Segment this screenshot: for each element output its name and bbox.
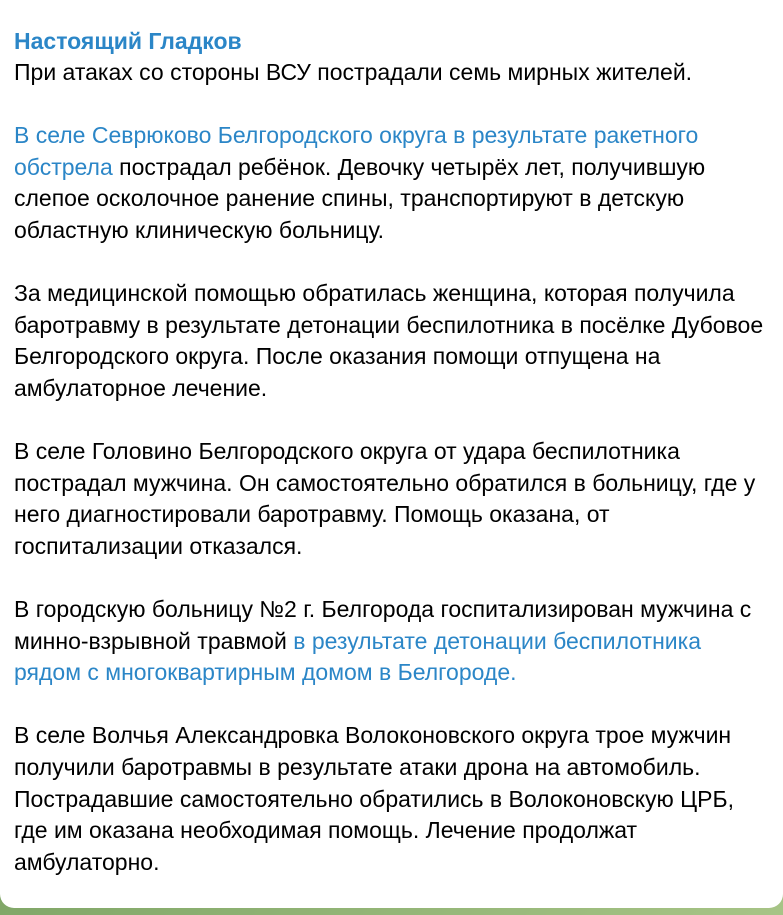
link-belgorod-drone[interactable]: в результате детонации беспилотника рядом с многоквартирным домом в Белгороде. [14, 627, 701, 686]
paragraph-5: В селе Волчья Александровка Волоконовского округа трое мужчин получили баротравмы в результате атаки дрона на автомобиль. Пострадавшие самостоятельно обратились в Волоконовскую ЦРБ, где им оказана необходимая помощь. Лечение продолжат амбулаторно. [14, 722, 734, 875]
paragraph-gap [14, 405, 773, 437]
paragraph-gap [14, 689, 773, 721]
sender-name[interactable]: Настоящий Гладков [14, 28, 242, 54]
paragraph-4 [14, 594, 773, 689]
paragraph-gap [14, 563, 773, 595]
paragraph-gap [14, 247, 773, 279]
paragraph-gap [14, 89, 773, 121]
paragraph-3: В селе Головино Белгородского округа от удара беспилотника пострадал мужчина. Он самостоятельно обратился в больницу, где у него диагностировали баротравму. Помощь оказана, от госпитализации отказался. [14, 438, 756, 559]
paragraph-1 [14, 120, 773, 246]
paragraph-4-text: В городскую больницу №2 г. Белгорода госпитализирован мужчина с минно-взрывной травмой [14, 596, 752, 654]
link-sevryukovo[interactable]: В селе Севрюково Белгородского округа в результате ракетного обстрела [14, 122, 699, 180]
paragraph-2: За медицинской помощью обратилась женщина, которая получила баротравму в результате детонации беспилотника в посёлке Дубовое Белгородского округа. После оказания помощи отпущена на амбулаторное лечение. [14, 280, 764, 401]
message-intro: При атаках со стороны ВСУ пострадали семь мирных жителей. [14, 59, 693, 85]
paragraph-1-text: пострадал ребёнок. Девочку четырёх лет, получившую слепое осколочное ранение спины, транспортируют в детскую областную клиническую больницу. [14, 153, 706, 243]
